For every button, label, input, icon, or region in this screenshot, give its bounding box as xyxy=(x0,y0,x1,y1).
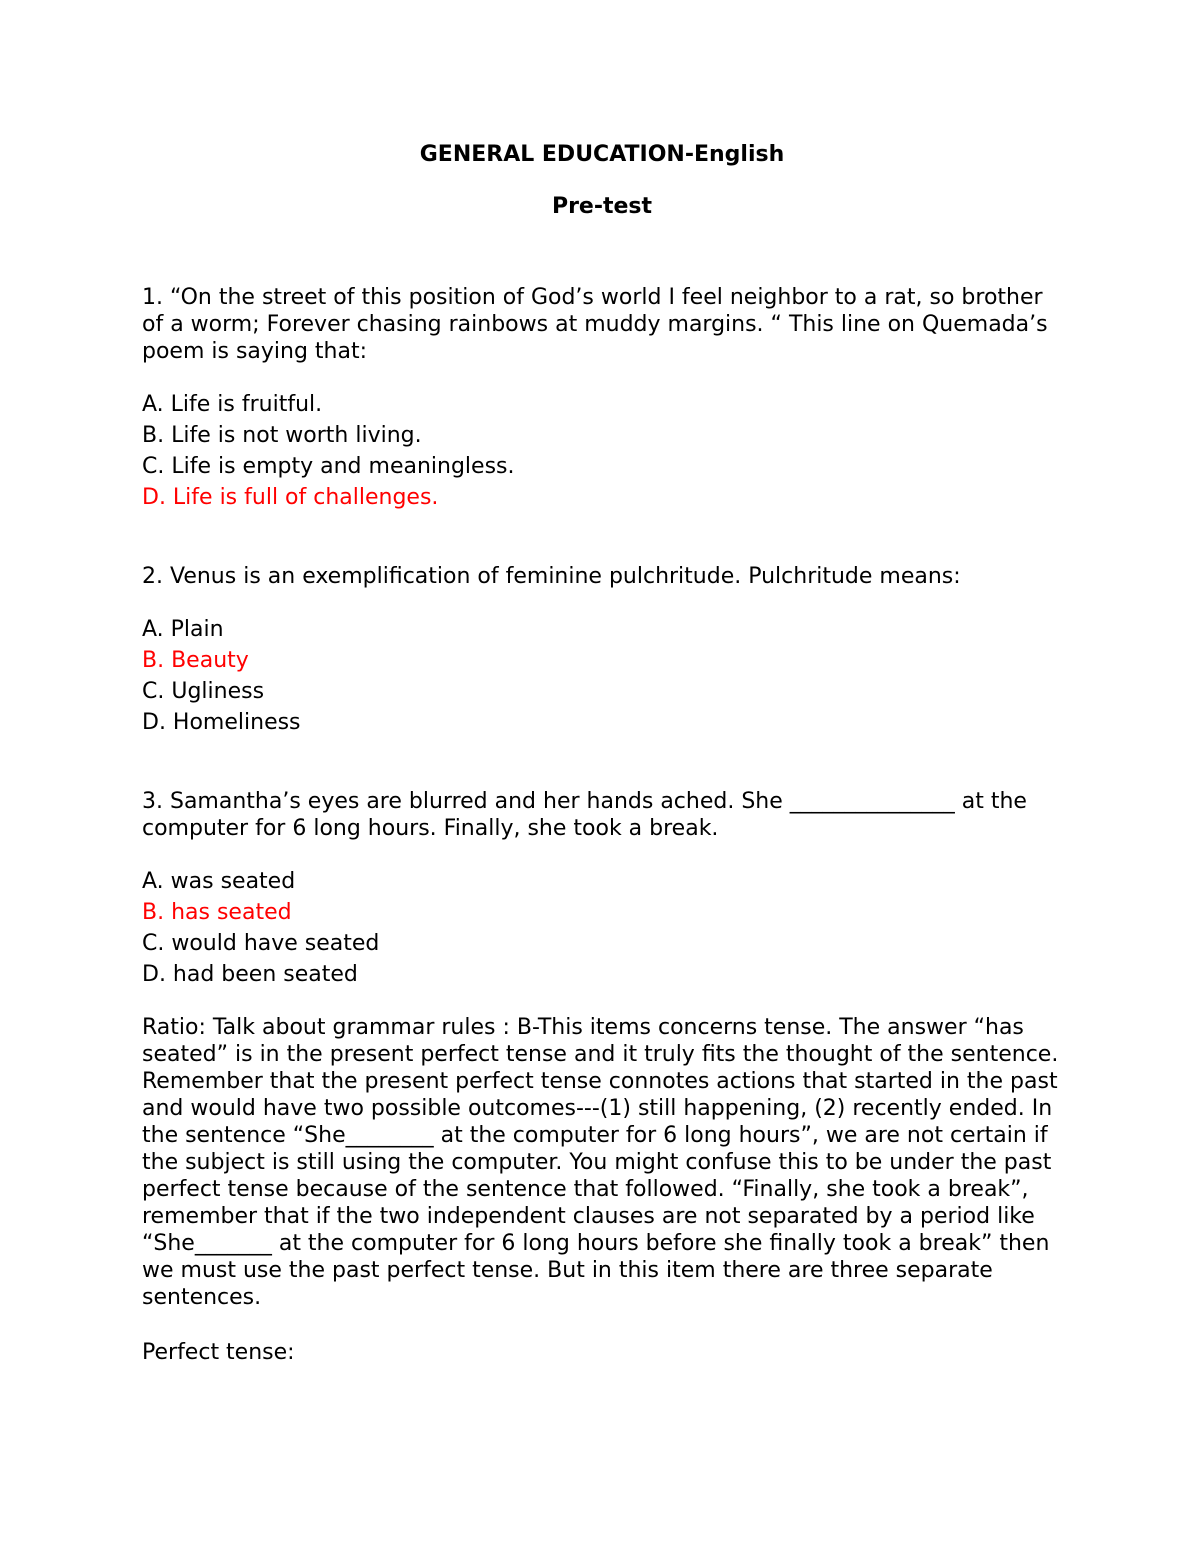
question-1-options xyxy=(142,389,1062,513)
question-3-options xyxy=(142,866,1062,990)
question-2-option-d: D. Homeliness xyxy=(142,710,301,735)
question-1-option-d: D. Life is full of challenges. xyxy=(142,485,439,510)
question-3-option-b: B. has seated xyxy=(142,900,292,925)
question-2-option-b: B. Beauty xyxy=(142,648,249,673)
question-2-option-c: C. Ugliness xyxy=(142,679,265,704)
question-2-text: 2. Venus is an exemplification of feminine pulchritude. Pulchritude means: xyxy=(142,564,961,589)
question-1-option-b: B. Life is not worth living. xyxy=(142,423,422,448)
question-1-option-c: C. Life is empty and meaningless. xyxy=(142,454,515,479)
document-title: GENERAL EDUCATION-English xyxy=(419,142,785,167)
perfect-tense-heading: Perfect tense: xyxy=(142,1340,295,1365)
question-1-text: 1. “On the street of this position of God’s world I feel neighbor to a rat, so brother of a worm; Forever chasing rainbows at muddy margins. “ This line on Quemada’s poem is saying that: xyxy=(142,285,1048,364)
question-3-option-d: D. had been seated xyxy=(142,962,358,987)
question-3-option-c: C. would have seated xyxy=(142,931,380,956)
question-1-option-a: A. Life is fruitful. xyxy=(142,392,323,417)
question-3-option-a: A. was seated xyxy=(142,869,296,894)
question-3-text: 3. Samantha’s eyes are blurred and her hands ached. She _______________ at the computer for 6 long hours. Finally, she took a break. xyxy=(142,789,1027,841)
document-subtitle: Pre-test xyxy=(551,194,653,219)
question-2-options xyxy=(142,614,1062,738)
ratio-paragraph: Ratio: Talk about grammar rules : B-This items concerns tense. The answer “has seated” is in the present perfect tense and it truly fits the thought of the sentence. Remember that the present perfect tense connotes actions that started in the past and would have two possible outcomes---(1) still happening, (2) recently ended. In the sentence “She________ at the computer for 6 long hours”, we are not certain if the subject is still using the computer. You might confuse this to be under the past perfect tense because of the sentence that followed. “Finally, she took a break”, remember that if the two independent clauses are not separated by a period like “She_______ at the computer for 6 long hours before she finally took a break” then we must use the past perfect tense. But in this item there are three separate sentences. xyxy=(142,1015,1059,1310)
document-page xyxy=(142,138,1062,1366)
question-2-option-a: A. Plain xyxy=(142,617,224,642)
